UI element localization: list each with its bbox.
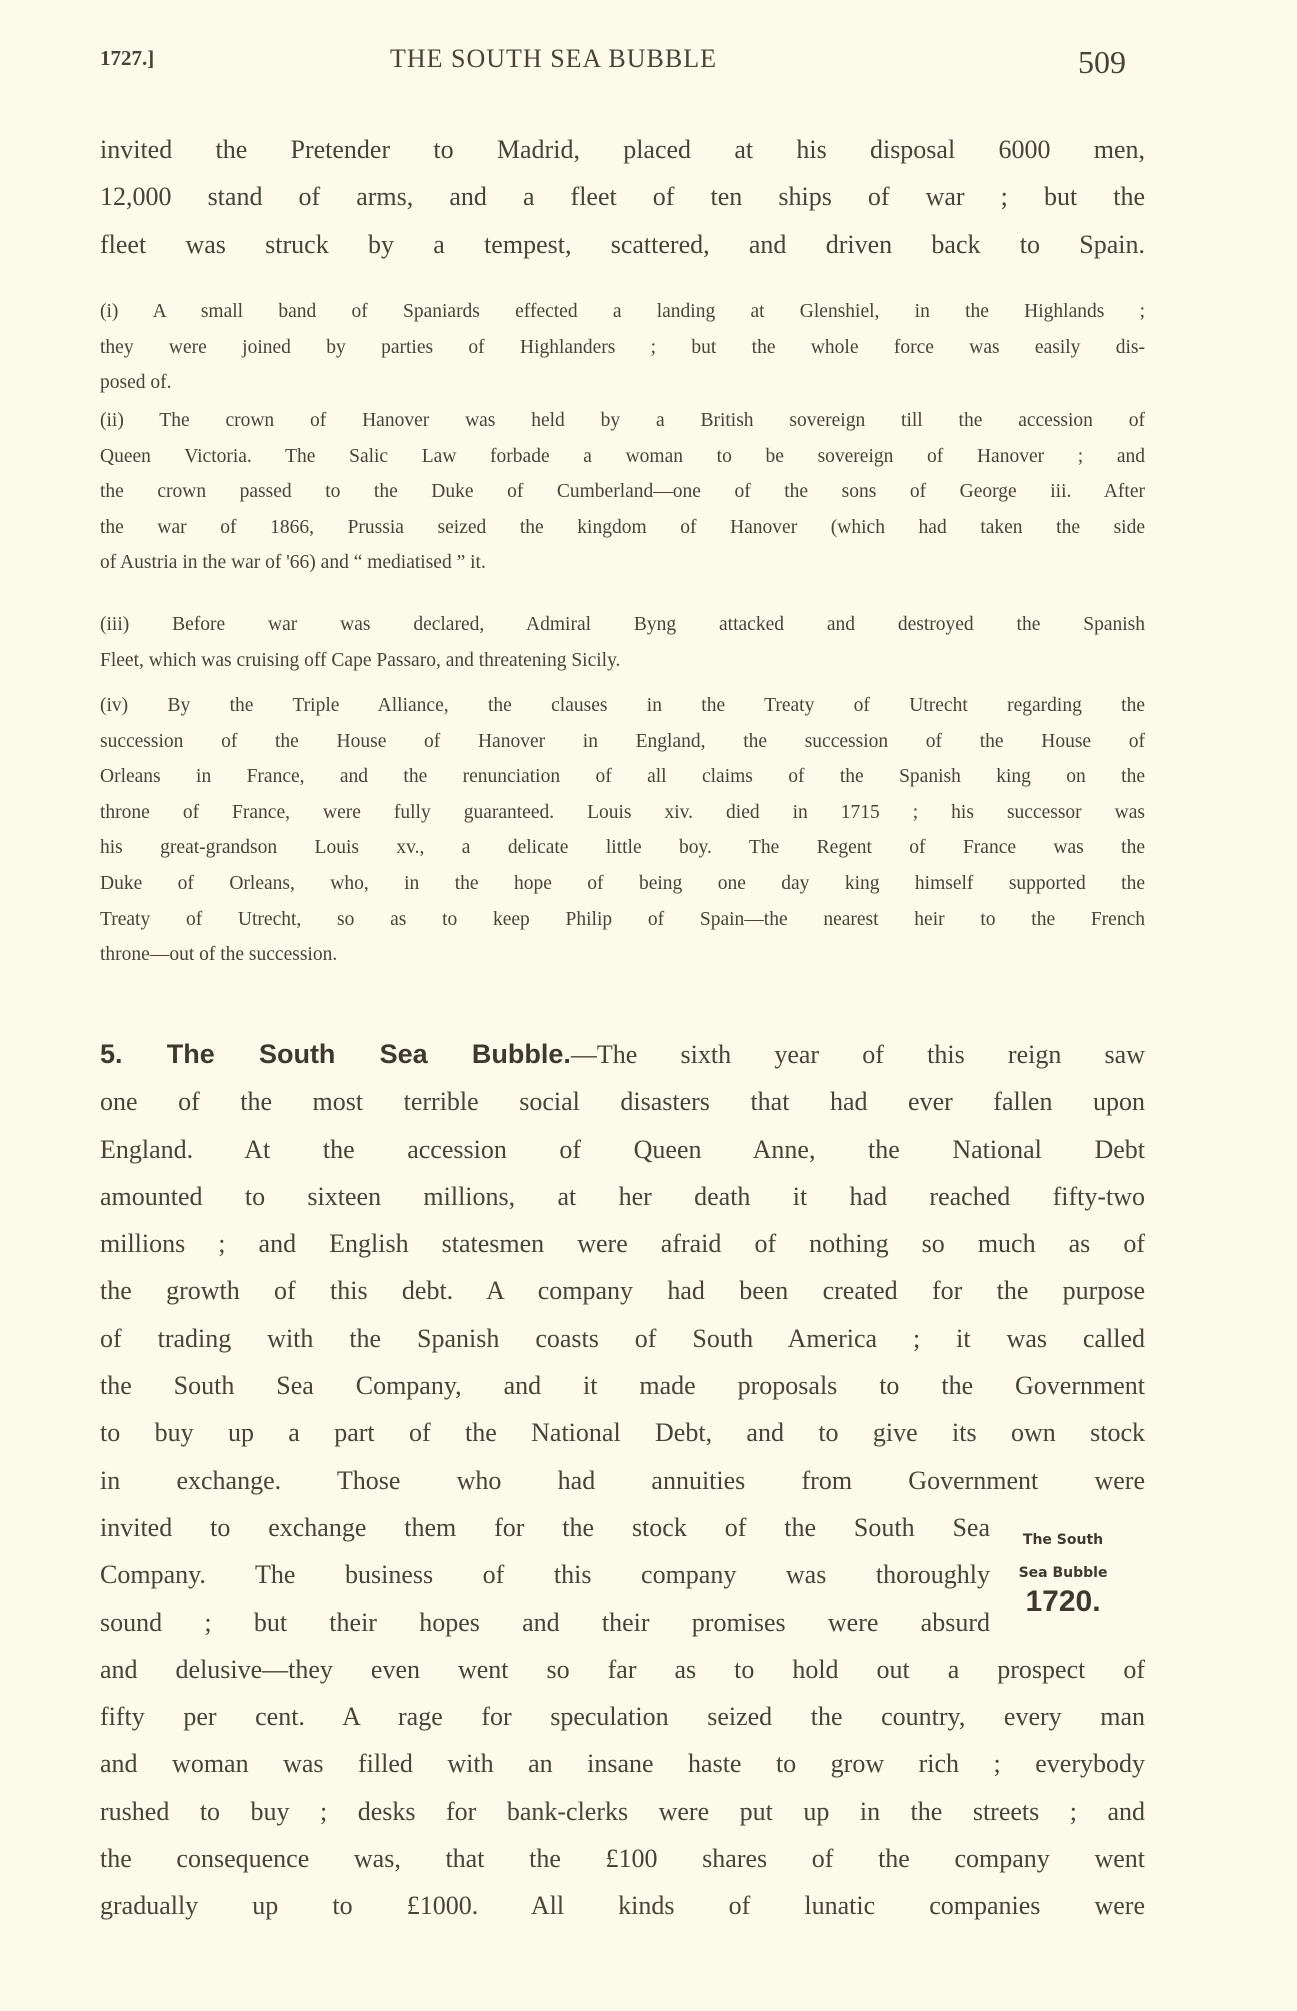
text-line: to buy up a part of the National Debt, and to give its own stock <box>100 1418 1145 1448</box>
text-line: fifty per cent. A rage for speculation seized the country, every man <box>100 1702 1145 1732</box>
text-line: sound ; but their hopes and their promises were absurd <box>100 1607 990 1637</box>
running-head-year: 1727.] <box>100 46 155 70</box>
footnote-line: (iv) By the Triple Alliance, the clauses in the Treaty of Utrecht regarding the <box>100 695 1145 716</box>
footnote-iv <box>100 688 1145 973</box>
footnote-line: the war of 1866, Prussia seized the kingdom of Hanover (which had taken the side <box>100 516 1145 538</box>
running-head-title: THE SOUTH SEA BUBBLE <box>390 44 717 73</box>
footnote-line: posed of. <box>100 372 172 394</box>
text-line: one of the most terrible social disasters that had ever fallen upon <box>100 1087 1145 1117</box>
text-line: invited to exchange them for the stock of the South Sea <box>100 1512 990 1542</box>
section-first-line <box>100 1031 1145 1078</box>
footnote-ii <box>100 403 1145 581</box>
text-line: invited the Pretender to Madrid, placed at his disposal 6000 men, <box>100 135 1145 164</box>
footnote-line: succession of the House of Hanover in England, the succession of the House of <box>100 730 1145 752</box>
text-line: and delusive—they even went so far as to hold out a prospect of <box>100 1654 1145 1684</box>
footnote-line: Fleet, which was cruising off Cape Passaro, and threatening Sicily. <box>100 649 621 671</box>
margin-note-year: 1720. <box>1025 1585 1101 1618</box>
intro-paragraph <box>100 126 1145 268</box>
footnote-line: Queen Victoria. The Salic Law forbade a woman to be sovereign of Hanover ; and <box>100 445 1145 467</box>
text-line: the consequence was, that the £100 shares of the company went <box>100 1844 1145 1874</box>
text-line: the growth of this debt. A company had been created for the purpose <box>100 1276 1145 1306</box>
text-line: millions ; and English statesmen were afraid of nothing so much as of <box>100 1229 1145 1259</box>
section-heading: 5. The South Sea Bubble. <box>100 1039 571 1069</box>
margin-note-line: The South <box>1022 1532 1104 1548</box>
text-span: —The sixth year of this reign saw <box>570 1040 1145 1069</box>
footnote-line: Duke of Orleans, who, in the hope of being one day king himself supported the <box>100 872 1145 894</box>
text-line: gradually up to £1000. All kinds of lunatic companies were <box>100 1891 1145 1921</box>
text-line: Company. The business of this company was thoroughly <box>100 1560 990 1590</box>
footnote-line: (iii) Before war was declared, Admiral Byng attacked and destroyed the Spanish <box>100 614 1145 635</box>
text-line: rushed to buy ; desks for bank-clerks were put up in the streets ; and <box>100 1796 1145 1826</box>
text-line: fleet was struck by a tempest, scattered, and driven back to Spain. <box>100 229 1145 259</box>
footnote-line: (i) A small band of Spaniards effected a landing at Glenshiel, in the Highlands ; <box>100 301 1145 322</box>
footnote-line: throne of France, were fully guaranteed. Louis xiv. died in 1715 ; his successor was <box>100 801 1145 823</box>
footnote-line: they were joined by parties of Highlanders ; but the whole force was easily dis- <box>100 336 1145 358</box>
footnote-iii <box>100 607 1145 678</box>
section-5-paragraph <box>100 1031 1145 1930</box>
footnote-line: the crown passed to the Duke of Cumberland—one of the sons of George iii. After <box>100 481 1145 503</box>
footnote-line: throne—out of the succession. <box>100 944 338 966</box>
text-line: England. At the accession of Queen Anne, the National Debt <box>100 1134 1145 1164</box>
footnote-line: (ii) The crown of Hanover was held by a British sovereign till the accession of <box>100 410 1145 431</box>
text-line: and woman was filled with an insane haste to grow rich ; everybody <box>100 1749 1145 1779</box>
text-line: amounted to sixteen millions, at her death it had reached fifty-two <box>100 1181 1145 1211</box>
footnote-i <box>100 294 1145 401</box>
margin-note <box>1008 1530 1118 1618</box>
text-line: the South Sea Company, and it made proposals to the Government <box>100 1371 1145 1401</box>
text-line: of trading with the Spanish coasts of South America ; it was called <box>100 1323 1145 1353</box>
page-number: 509 <box>1078 44 1126 80</box>
footnote-line: Orleans in France, and the renunciation of all claims of the Spanish king on the <box>100 766 1145 788</box>
footnote-line: Treaty of Utrecht, so as to keep Philip of Spain—the nearest heir to the French <box>100 908 1145 930</box>
text-line: 12,000 stand of arms, and a fleet of ten ships of war ; but the <box>100 182 1145 212</box>
footnote-line: of Austria in the war of '66) and “ mediatised ” it. <box>100 552 486 574</box>
footnote-line: his great-grandson Louis xv., a delicate little boy. The Regent of France was the <box>100 837 1145 859</box>
margin-note-line: Sea Bubble <box>1018 1565 1108 1581</box>
text-line: in exchange. Those who had annuities from Government were <box>100 1465 1145 1495</box>
